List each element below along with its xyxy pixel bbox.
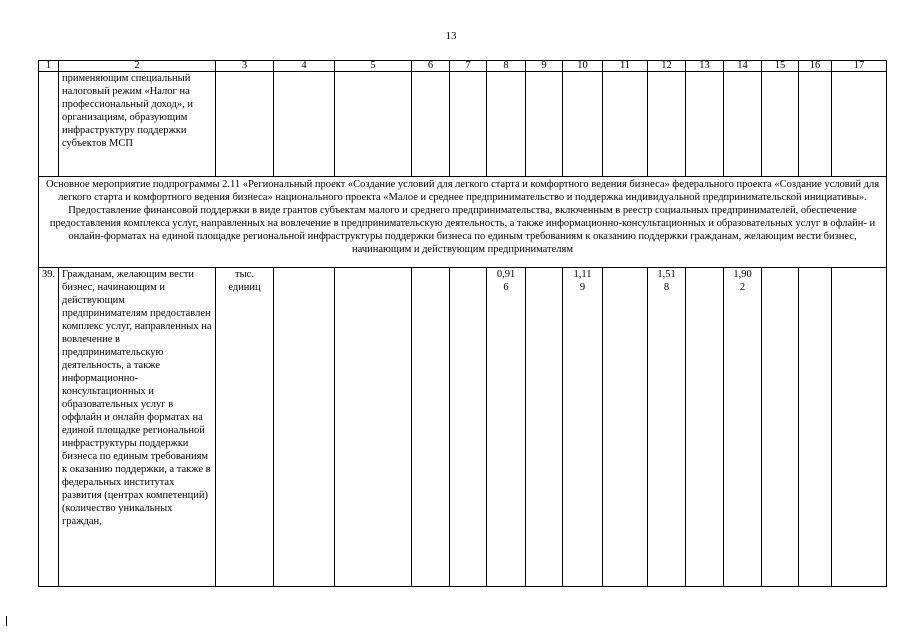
row-index: 39. [39, 268, 59, 587]
table-cell [832, 72, 887, 177]
col-header: 17 [832, 61, 887, 72]
indicator-name-cell: применяющим специальный налоговый режим «Налог на профессиональный доход», и организациям, образующим инфраструктуру поддержки субъектов МСП [59, 72, 216, 177]
table-cell [724, 72, 762, 177]
table-cell [450, 268, 487, 587]
col-header: 9 [526, 61, 563, 72]
value-text: 1,11 9 [573, 269, 592, 293]
col-header: 15 [762, 61, 799, 72]
table-cell [526, 268, 563, 587]
table-cell [487, 72, 526, 177]
table-cell [832, 268, 887, 587]
value-cell-col8 [487, 268, 526, 587]
col-header: 16 [799, 61, 832, 72]
value-text: 1,51 8 [657, 269, 676, 293]
indicator-name-cell: Гражданам, желающим вести бизнес, начинающим и действующим предпринимателям предоставлен комплекс услуг, направленных на вовлечение в предпринимательскую деятельность, а также информационно-консультационных и образовательных услуг в оффлайн и онлайн форматах на единой площадке региональной инфраструктуры поддержки бизнеса по единым требованиям к оказанию поддержки, а также в федеральных институтах развития (центрах компетенций) (количество уникальных граждан, [59, 268, 216, 587]
table-row [39, 72, 887, 177]
table-cell [648, 72, 686, 177]
col-header: 13 [686, 61, 724, 72]
col-header: 5 [335, 61, 412, 72]
col-header: 11 [603, 61, 648, 72]
table-cell [563, 72, 603, 177]
col-header: 1 [39, 61, 59, 72]
col-header: 8 [487, 61, 526, 72]
table-row [39, 268, 887, 587]
table-cell [799, 268, 832, 587]
page-number: 13 [445, 30, 457, 42]
table-cell [216, 72, 274, 177]
table-cell [412, 268, 450, 587]
col-header: 2 [59, 61, 216, 72]
table-cell [762, 72, 799, 177]
section-heading: Основное мероприятие подпрограммы 2.11 «Региональный проект «Создание условий для легкого старта и комфортного ведения бизнеса» федерального проекта «Создание условий для легкого старта и комфортного ведения бизнеса» национального проекта «Малое и среднее предпринимательство и поддержка индивидуальной предпринимательской инициативы». Предоставление финансовой поддержки в виде грантов субъектам малого и среднего предпринимательства, включенным в реестр социальных предпринимателей, обеспечение предоставления комплекса услуг, направленных на вовлечение в предпринимательскую деятельность, а также информационно-консультационных и образовательных услуг в офлайн- и онлайн-форматах на единой площадке региональной инфраструктуры поддержки бизнеса по единым требованиям к оказанию поддержки гражданам, желающим вести бизнес, начинающим и действующим предпринимателям [39, 177, 887, 268]
table-cell [799, 72, 832, 177]
section-row [39, 177, 887, 268]
col-header: 10 [563, 61, 603, 72]
value-text: 1,90 2 [733, 269, 752, 293]
table-cell [412, 72, 450, 177]
table-cell [603, 72, 648, 177]
table-cell [335, 268, 412, 587]
col-header: 12 [648, 61, 686, 72]
table-cell [274, 268, 335, 587]
indicators-table [38, 60, 887, 587]
col-header: 14 [724, 61, 762, 72]
value-cell-col14 [724, 268, 762, 587]
table-cell [686, 268, 724, 587]
value-cell-col10 [563, 268, 603, 587]
col-header: 7 [450, 61, 487, 72]
col-header: 4 [274, 61, 335, 72]
value-text: 0,91 6 [496, 269, 516, 293]
col-header: 3 [216, 61, 274, 72]
value-cell-col12 [648, 268, 686, 587]
table-cell [762, 268, 799, 587]
unit-cell: тыс. единиц [216, 268, 274, 587]
scan-mark [6, 616, 7, 626]
table-cell [335, 72, 412, 177]
table-cell [603, 268, 648, 587]
table-cell [274, 72, 335, 177]
column-number-row [39, 61, 887, 72]
table-cell [526, 72, 563, 177]
col-header: 6 [412, 61, 450, 72]
table-cell [686, 72, 724, 177]
table-cell [450, 72, 487, 177]
index-cell [39, 72, 59, 177]
